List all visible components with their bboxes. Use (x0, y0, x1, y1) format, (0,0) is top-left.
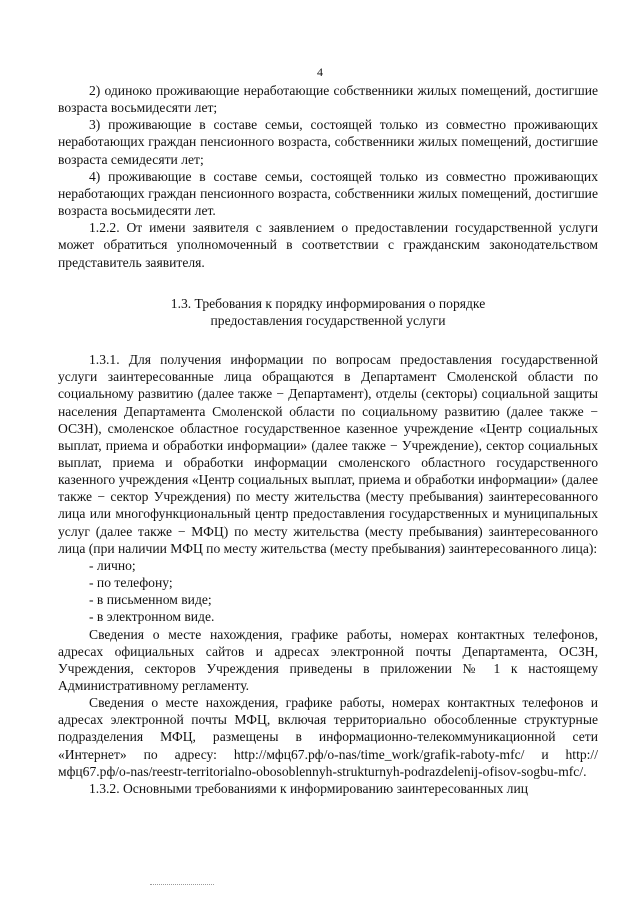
paragraph-item-2: 2) одиноко проживающие неработающие собственники жилых помещений, достигшие возраста восьмидесяти лет; (58, 83, 598, 116)
list-item: - лично; (89, 557, 136, 573)
list-item: - в письменном виде; (89, 592, 212, 608)
section-heading-line-2: предоставления государственной услуги (210, 312, 446, 328)
paragraph-mfc-contacts: Сведения о месте нахождения, графике работы, номерах контактных телефонов и адресах электронной почты МФЦ, включая территориально обособленные структурные подразделения МФЦ, размещены в информационно-телекоммуникационной сети «Интернет» по адресу: http://мфц67.рф/o-nas/time_work/grafik-raboty-mfc/ и http://мфц67.рф/o-nas/reestr-territorialno-obosoblennyh-strukturnyh-podrazdelenij-ofisov-sogbu-mfc/. (58, 695, 598, 779)
paragraph-1-3-1: 1.3.1. Для получения информации по вопросам предоставления государственной услуги заинтересованные лица обращаются в Департамент Смоленской области по социальному развитию (далее также − Департамент), отделы (секторы) социальной защиты населения Департамента Смоленской области по социальному развитию (далее также − ОСЗН), смоленское областное государственное казенное учреждение «Центр социальных выплат, приема и обработки информации» (далее также − Учреждение), сектор социальных выплат, приема и обработки информации смоленского областного государственного казенного учреждения «Центр социальных выплат, приема и обработки информации» (далее также − сектор Учреждения) по месту жительства (месту пребывания) заинтересованного лица или многофункциональный центр предоставления государственных и муниципальных услуг (далее также − МФЦ) по месту жительства (месту пребывания) заинтересованного лица (при наличии МФЦ по месту жительства (месту пребывания) заинтересованного лица): (58, 352, 598, 556)
section-heading-line-1: 1.3. Требования к порядку информирования о порядке (170, 295, 486, 311)
paragraph-1-2-2: 1.2.2. От имени заявителя с заявлением о предоставлении государственной услуги может обратиться уполномоченный в соответствии с гражданским законодательством представитель заявителя. (58, 220, 598, 270)
paragraph-item-4: 4) проживающие в составе семьи, состоящей только из совместно проживающих неработающих граждан пенсионного возраста, собственники жилых помещений, достигшие возраста восьмидесяти лет. (58, 168, 598, 219)
paragraph-contacts: Сведения о месте нахождения, графике работы, номерах контактных телефонов, адресах официальных сайтов и адресах электронной почты Департамента, ОСЗН, Учреждения, секторов Учреждения приведены в приложении № 1 к настоящему Административному регламенту. (58, 626, 598, 693)
page-number: 4 (317, 65, 323, 79)
paragraph-item-3: 3) проживающие в составе семьи, состоящей только из совместно проживающих неработающих граждан пенсионного возраста, собственники жилых помещений, достигшие возраста семидесяти лет; (58, 117, 598, 167)
section-heading-1-3 (58, 295, 598, 329)
paragraph-1-3-2: 1.3.2. Основными требованиями к информированию заинтересованных лиц (89, 780, 529, 796)
footer-dotted-line (150, 884, 214, 885)
list-item: - по телефону; (89, 575, 173, 591)
document-body (58, 82, 598, 797)
list-item: - в электронном виде. (89, 609, 215, 625)
